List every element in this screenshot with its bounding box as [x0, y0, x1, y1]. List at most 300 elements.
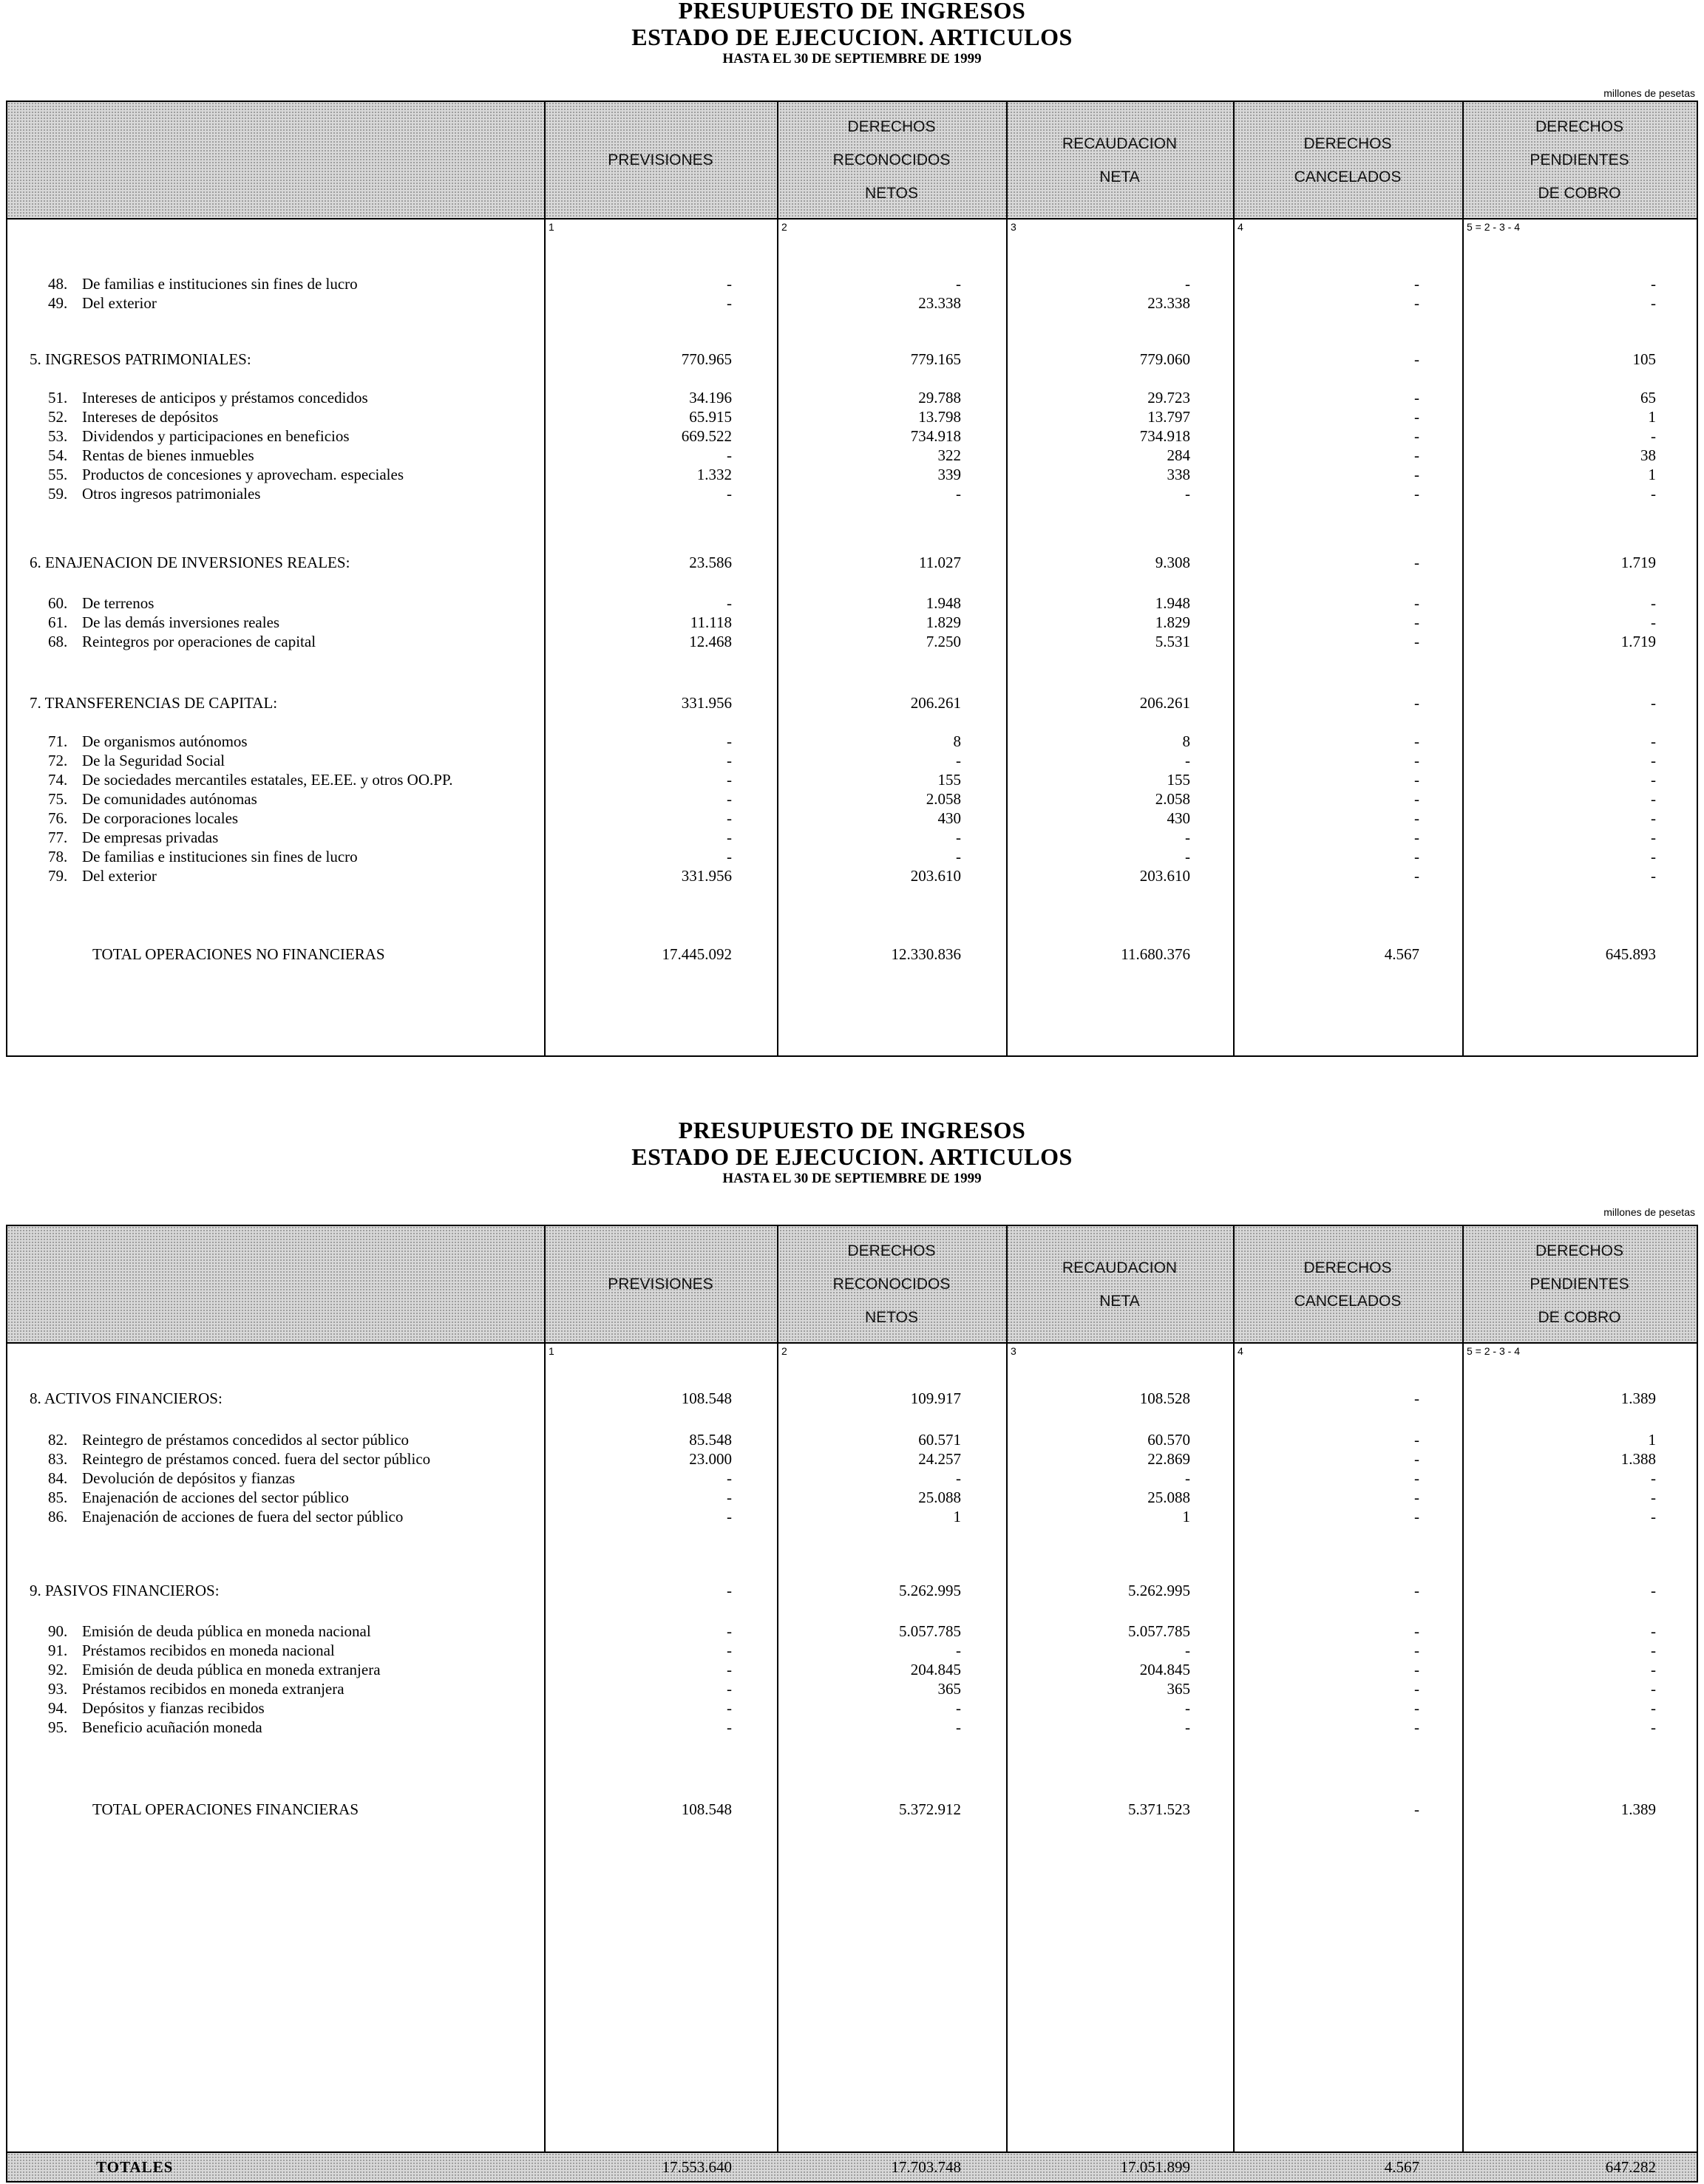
row-code: 93.: [48, 1680, 68, 1698]
cell-previsiones: -: [727, 829, 732, 846]
cell-derechos-reconocidos: 155: [937, 771, 961, 789]
cell-previsiones: 669.522: [681, 427, 732, 445]
cell-derechos-cancelados: -: [1414, 848, 1419, 865]
row-label: [48, 789, 257, 809]
table-row: [7, 1698, 1697, 1718]
cell-derechos-cancelados: -: [1414, 1431, 1419, 1449]
cell-derechos-reconocidos: 1.948: [926, 594, 961, 612]
cell-recaudacion-neta: 155: [1167, 771, 1190, 789]
cell-derechos-cancelados: -: [1414, 466, 1419, 483]
column-header-derechos-cancelados: [1233, 102, 1462, 218]
row-label: [48, 770, 453, 789]
column-number-recaudacion-neta: 3: [1011, 1345, 1016, 1357]
row-label: TOTAL OPERACIONES FINANCIERAS: [92, 1800, 359, 1818]
cell-recaudacion-neta: 5.057.785: [1128, 1622, 1190, 1640]
row-text: Enajenación de acciones del sector público: [82, 1489, 349, 1506]
grand-total-pendientes: 647.282: [1605, 2158, 1656, 2176]
cell-previsiones: -: [727, 594, 732, 612]
cell-derechos-pendientes: -: [1651, 694, 1656, 712]
cell-derechos-reconocidos: -: [956, 1642, 961, 1659]
row-label: [48, 446, 254, 465]
cell-previsiones: 770.965: [681, 350, 732, 368]
cell-derechos-reconocidos: -: [956, 848, 961, 865]
column-header-line: NETA: [1099, 1292, 1140, 1310]
row-label: [48, 1430, 409, 1449]
row-label: [48, 1507, 403, 1526]
cell-recaudacion-neta: -: [1185, 1699, 1190, 1717]
cell-derechos-reconocidos: 779.165: [910, 350, 961, 368]
row-code: 79.: [48, 867, 68, 885]
cell-derechos-cancelados: 4.567: [1384, 945, 1419, 963]
cell-previsiones: -: [727, 809, 732, 827]
cell-recaudacion-neta: 108.528: [1139, 1389, 1190, 1407]
report-subtitle: ESTADO DE EJECUCION. ARTICULOS: [631, 1143, 1073, 1170]
cell-derechos-cancelados: -: [1414, 554, 1419, 571]
row-label: [48, 1622, 371, 1641]
section-row: [7, 693, 1697, 712]
cell-derechos-reconocidos: 1.829: [926, 613, 961, 631]
cell-derechos-pendientes: -: [1651, 848, 1656, 865]
row-text: Beneficio acuñación moneda: [82, 1718, 262, 1736]
table-row: [7, 1449, 1697, 1469]
column-header-line: RECONOCIDOS: [832, 1276, 951, 1293]
row-label: [48, 828, 218, 847]
row-label: TOTAL OPERACIONES NO FINANCIERAS: [92, 945, 385, 963]
cell-recaudacion-neta: 5.371.523: [1128, 1800, 1190, 1818]
table-row: [7, 770, 1697, 789]
column-header-line: DERECHOS: [1303, 1259, 1392, 1276]
cell-previsiones: -: [727, 1680, 732, 1698]
cell-derechos-pendientes: 1: [1648, 466, 1656, 483]
column-header-derechos-pendientes: [1462, 1226, 1697, 1342]
cell-recaudacion-neta: 203.610: [1139, 867, 1190, 885]
row-text: Préstamos recibidos en moneda nacional: [82, 1642, 335, 1659]
section-row: [7, 350, 1697, 369]
cell-previsiones: 23.000: [689, 1450, 732, 1468]
cell-recaudacion-neta: 5.531: [1155, 633, 1190, 650]
cell-previsiones: -: [727, 752, 732, 769]
row-text: Otros ingresos patrimoniales: [82, 485, 261, 503]
row-code: 83.: [48, 1450, 68, 1468]
row-label: [48, 274, 358, 293]
cell-derechos-pendientes: -: [1651, 1508, 1656, 1525]
cell-recaudacion-neta: 23.338: [1147, 294, 1190, 312]
cell-derechos-reconocidos: -: [956, 752, 961, 769]
cell-derechos-pendientes: -: [1651, 1469, 1656, 1487]
column-header-line: DERECHOS: [1303, 135, 1392, 152]
row-code: 54.: [48, 446, 68, 464]
table-row: [7, 465, 1697, 484]
row-text: De sociedades mercantiles estatales, EE.EE. y otros OO.PP.: [82, 771, 453, 789]
cell-previsiones: 65.915: [689, 408, 732, 426]
column-header-line: NETOS: [865, 1309, 918, 1326]
cell-previsiones: -: [727, 1508, 732, 1525]
cell-recaudacion-neta: -: [1185, 1642, 1190, 1659]
cell-derechos-reconocidos: 109.917: [910, 1389, 961, 1407]
cell-previsiones: 34.196: [689, 389, 732, 406]
table-row: [7, 828, 1697, 847]
row-label: [48, 809, 238, 828]
row-code: 84.: [48, 1469, 68, 1487]
cell-recaudacion-neta: 11.680.376: [1121, 945, 1190, 963]
cell-recaudacion-neta: -: [1185, 1718, 1190, 1736]
cell-previsiones: -: [727, 771, 732, 789]
cell-derechos-cancelados: -: [1414, 829, 1419, 846]
row-label: [48, 293, 157, 313]
cell-previsiones: 331.956: [681, 694, 732, 712]
cell-previsiones: 12.468: [689, 633, 732, 650]
cell-derechos-reconocidos: 365: [937, 1680, 961, 1698]
cell-derechos-cancelados: -: [1414, 771, 1419, 789]
row-text: Rentas de bienes inmuebles: [82, 446, 254, 464]
column-header-derechos-reconocidos: [777, 1226, 1006, 1342]
report-title: PRESUPUESTO DE INGRESOS: [678, 1117, 1026, 1143]
cell-derechos-reconocidos: -: [956, 275, 961, 293]
cell-derechos-reconocidos: 8: [953, 732, 961, 750]
cell-derechos-pendientes: -: [1651, 1622, 1656, 1640]
cell-derechos-reconocidos: 24.257: [918, 1450, 961, 1468]
row-label: 9. PASIVOS FINANCIEROS:: [30, 1582, 220, 1599]
row-text: Productos de concesiones y aprovecham. especiales: [82, 466, 404, 483]
cell-derechos-pendientes: -: [1651, 867, 1656, 885]
cell-recaudacion-neta: -: [1185, 848, 1190, 865]
cell-recaudacion-neta: 25.088: [1147, 1489, 1190, 1506]
cell-derechos-cancelados: -: [1414, 594, 1419, 612]
cell-previsiones: -: [727, 485, 732, 503]
column-header-recaudacion-neta: [1006, 102, 1233, 218]
cell-recaudacion-neta: -: [1185, 829, 1190, 846]
cell-derechos-pendientes: -: [1651, 275, 1656, 293]
column-header-derechos-reconocidos: [777, 102, 1006, 218]
cell-derechos-cancelados: -: [1414, 389, 1419, 406]
cell-recaudacion-neta: 1: [1182, 1508, 1190, 1525]
report-date: HASTA EL 30 DE SEPTIEMBRE DE 1999: [722, 1171, 982, 1186]
row-label: [48, 632, 316, 651]
row-code: 61.: [48, 613, 68, 631]
row-label: [48, 388, 368, 407]
cell-derechos-cancelados: -: [1414, 1622, 1419, 1640]
cell-previsiones: -: [727, 1622, 732, 1640]
column-header-previsiones: [544, 102, 777, 218]
row-code: 78.: [48, 848, 68, 865]
column-header-line: RECAUDACION: [1062, 135, 1178, 152]
column-header-line: DERECHOS: [847, 1242, 936, 1259]
report-title: PRESUPUESTO DE INGRESOS: [678, 0, 1026, 24]
cell-recaudacion-neta: 365: [1167, 1680, 1190, 1698]
row-code: 74.: [48, 771, 68, 789]
row-label: 8. ACTIVOS FINANCIEROS:: [30, 1389, 223, 1407]
table-row: [7, 446, 1697, 465]
table-row: [7, 1660, 1697, 1679]
row-label: 7. TRANSFERENCIAS DE CAPITAL:: [30, 694, 278, 712]
column-header-line: NETA: [1099, 168, 1140, 186]
row-label: [48, 484, 260, 503]
row-text: De la Seguridad Social: [82, 752, 225, 769]
cell-recaudacion-neta: 338: [1167, 466, 1190, 483]
cell-previsiones: 85.548: [689, 1431, 732, 1449]
cell-recaudacion-neta: 734.918: [1139, 427, 1190, 445]
cell-derechos-pendientes: -: [1651, 1680, 1656, 1698]
units-note: millones de pesetas: [1603, 1206, 1695, 1218]
table-row: [7, 1622, 1697, 1641]
cell-derechos-reconocidos: 23.338: [918, 294, 961, 312]
column-header-line: CANCELADOS: [1294, 1292, 1402, 1310]
cell-derechos-pendientes: -: [1651, 829, 1656, 846]
row-text: De las demás inversiones reales: [82, 613, 280, 631]
table-row: [7, 1469, 1697, 1488]
cell-previsiones: -: [727, 446, 732, 464]
cell-derechos-pendientes: -: [1651, 613, 1656, 631]
row-text: De organismos autónomos: [82, 732, 248, 750]
column-header-line: CANCELADOS: [1294, 168, 1402, 186]
cell-derechos-pendientes: 1.719: [1620, 633, 1656, 650]
cell-derechos-cancelados: -: [1414, 752, 1419, 769]
cell-recaudacion-neta: -: [1185, 485, 1190, 503]
cell-derechos-pendientes: -: [1651, 809, 1656, 827]
cell-previsiones: 23.586: [689, 554, 732, 571]
cell-derechos-pendientes: -: [1651, 1661, 1656, 1678]
cell-derechos-cancelados: -: [1414, 1450, 1419, 1468]
row-label: [48, 866, 157, 885]
table-row: [7, 426, 1697, 446]
cell-derechos-pendientes: -: [1651, 294, 1656, 312]
section-row: [7, 1581, 1697, 1600]
row-code: 91.: [48, 1642, 68, 1659]
cell-derechos-pendientes: 1: [1648, 408, 1656, 426]
cell-derechos-pendientes: 1.719: [1620, 554, 1656, 571]
row-code: 48.: [48, 275, 68, 293]
cell-derechos-cancelados: -: [1414, 732, 1419, 750]
cell-recaudacion-neta: 1.948: [1155, 594, 1190, 612]
cell-previsiones: -: [727, 790, 732, 808]
cell-recaudacion-neta: 204.845: [1139, 1661, 1190, 1678]
cell-derechos-cancelados: -: [1414, 809, 1419, 827]
cell-derechos-pendientes: -: [1651, 790, 1656, 808]
column-number-derechos-cancelados: 4: [1238, 1345, 1243, 1357]
cell-derechos-cancelados: -: [1414, 350, 1419, 368]
row-label: [48, 593, 154, 613]
cell-derechos-pendientes: -: [1651, 1489, 1656, 1506]
row-code: 55.: [48, 466, 68, 483]
column-header-line: PENDIENTES: [1530, 1276, 1629, 1293]
table-row: [7, 632, 1697, 651]
table-row: [7, 847, 1697, 866]
row-code: 72.: [48, 752, 68, 769]
cell-derechos-cancelados: -: [1414, 867, 1419, 885]
table-row: [7, 866, 1697, 885]
column-header-line: DERECHOS: [847, 118, 936, 135]
row-text: De empresas privadas: [82, 829, 219, 846]
cell-previsiones: -: [727, 732, 732, 750]
cell-previsiones: -: [727, 275, 732, 293]
table-row: [7, 809, 1697, 828]
row-label: [48, 1449, 430, 1469]
cell-derechos-pendientes: 65: [1640, 389, 1656, 406]
cell-derechos-reconocidos: 5.262.995: [899, 1582, 961, 1599]
cell-derechos-pendientes: -: [1651, 1642, 1656, 1659]
column-header-line: DE COBRO: [1538, 185, 1621, 202]
page-1-header: [0, 0, 1704, 68]
row-label: [48, 1469, 295, 1488]
row-code: 95.: [48, 1718, 68, 1736]
row-label: [48, 1698, 265, 1718]
column-header-derechos-cancelados: [1233, 1226, 1462, 1342]
cell-derechos-pendientes: -: [1651, 771, 1656, 789]
grand-total-derechos-reconocidos: 17.703.748: [891, 2158, 961, 2176]
row-label: [48, 1679, 344, 1698]
cell-derechos-reconocidos: 734.918: [910, 427, 961, 445]
cell-derechos-pendientes: 1.389: [1620, 1800, 1656, 1818]
row-label: [48, 465, 404, 484]
section-row: [7, 553, 1697, 572]
column-header-recaudacion-neta: [1006, 1226, 1233, 1342]
table-row: [7, 293, 1697, 313]
row-code: 60.: [48, 594, 68, 612]
grand-totals-row: [7, 2151, 1697, 2181]
cell-previsiones: 331.956: [681, 867, 732, 885]
column-header-line: DERECHOS: [1535, 118, 1624, 135]
cell-derechos-cancelados: -: [1414, 613, 1419, 631]
row-label: [48, 426, 350, 446]
row-label: [48, 1641, 335, 1660]
column-header-derechos-pendientes: [1462, 102, 1697, 218]
cell-recaudacion-neta: 430: [1167, 809, 1190, 827]
cell-derechos-reconocidos: 204.845: [910, 1661, 961, 1678]
cell-derechos-pendientes: 1: [1648, 1431, 1656, 1449]
cell-derechos-cancelados: -: [1414, 1800, 1419, 1818]
row-text: Intereses de depósitos: [82, 408, 219, 426]
cell-derechos-reconocidos: 5.057.785: [899, 1622, 961, 1640]
cell-recaudacion-neta: -: [1185, 275, 1190, 293]
subtotal-row: [7, 1800, 1697, 1819]
table-row: [7, 1641, 1697, 1660]
row-text: De familias e instituciones sin fines de lucro: [82, 275, 358, 293]
cell-derechos-pendientes: 105: [1632, 350, 1656, 368]
row-text: Emisión de deuda pública en moneda extranjera: [82, 1661, 381, 1678]
cell-derechos-cancelados: -: [1414, 790, 1419, 808]
cell-previsiones: -: [727, 1642, 732, 1659]
row-label: 6. ENAJENACION DE INVERSIONES REALES:: [30, 554, 350, 571]
table-row: [7, 407, 1697, 426]
cell-previsiones: -: [727, 1718, 732, 1736]
subtotal-row: [7, 945, 1697, 964]
row-label: 5. INGRESOS PATRIMONIALES:: [30, 350, 251, 368]
row-text: De comunidades autónomas: [82, 790, 257, 808]
table-row: [7, 1488, 1697, 1507]
cell-derechos-reconocidos: 2.058: [926, 790, 961, 808]
grand-total-cancelados: 4.567: [1384, 2158, 1419, 2176]
cell-recaudacion-neta: 779.060: [1139, 350, 1190, 368]
cell-derechos-pendientes: 1.389: [1620, 1389, 1656, 1407]
cell-previsiones: 108.548: [681, 1389, 732, 1407]
table-row: [7, 593, 1697, 613]
row-label: [48, 613, 279, 632]
row-text: De terrenos: [82, 594, 155, 612]
column-header-line: PREVISIONES: [608, 152, 713, 169]
cell-recaudacion-neta: 284: [1167, 446, 1190, 464]
row-text: Depósitos y fianzas recibidos: [82, 1699, 265, 1717]
row-code: 77.: [48, 829, 68, 846]
column-header-line: DERECHOS: [1535, 1242, 1624, 1259]
cell-derechos-cancelados: -: [1414, 1718, 1419, 1736]
cell-derechos-pendientes: 645.893: [1605, 945, 1656, 963]
row-label: [48, 407, 218, 426]
row-text: Del exterior: [82, 294, 157, 312]
report-date: HASTA EL 30 DE SEPTIEMBRE DE 1999: [722, 51, 982, 67]
cell-derechos-reconocidos: 206.261: [910, 694, 961, 712]
row-code: 49.: [48, 294, 68, 312]
row-code: 51.: [48, 389, 68, 406]
cell-derechos-reconocidos: 25.088: [918, 1489, 961, 1506]
execution-table-2: [6, 1225, 1698, 2183]
table-row: [7, 732, 1697, 751]
table-row: [7, 388, 1697, 407]
cell-derechos-pendientes: 1.388: [1620, 1450, 1656, 1468]
cell-derechos-reconocidos: 60.571: [918, 1431, 961, 1449]
row-code: 75.: [48, 790, 68, 808]
cell-derechos-reconocidos: 430: [937, 809, 961, 827]
table-row: [7, 1507, 1697, 1526]
cell-recaudacion-neta: 13.797: [1147, 408, 1190, 426]
column-number-previsiones: 1: [549, 1345, 554, 1357]
cell-derechos-reconocidos: 1: [953, 1508, 961, 1525]
cell-previsiones: -: [727, 1661, 732, 1678]
row-code: 86.: [48, 1508, 68, 1525]
cell-recaudacion-neta: 2.058: [1155, 790, 1190, 808]
cell-recaudacion-neta: 29.723: [1147, 389, 1190, 406]
row-label: [48, 1488, 349, 1507]
cell-derechos-cancelados: -: [1414, 1582, 1419, 1599]
cell-derechos-reconocidos: -: [956, 829, 961, 846]
cell-recaudacion-neta: 22.869: [1147, 1450, 1190, 1468]
row-text: Préstamos recibidos en moneda extranjera: [82, 1680, 344, 1698]
row-code: 85.: [48, 1489, 68, 1506]
row-label: [48, 847, 358, 866]
column-header-line: RECAUDACION: [1062, 1259, 1178, 1276]
cell-derechos-pendientes: -: [1651, 1699, 1656, 1717]
row-code: 82.: [48, 1431, 68, 1449]
column-number-derechos-pendientes: 5 = 2 - 3 - 4: [1467, 221, 1520, 233]
row-text: Dividendos y participaciones en beneficios: [82, 427, 350, 445]
cell-derechos-pendientes: -: [1651, 1718, 1656, 1736]
table-row: [7, 484, 1697, 503]
section-row: [7, 1389, 1697, 1408]
cell-previsiones: -: [727, 1489, 732, 1506]
row-label: [48, 732, 248, 751]
cell-derechos-cancelados: -: [1414, 1469, 1419, 1487]
cell-derechos-cancelados: -: [1414, 1642, 1419, 1659]
column-number-recaudacion-neta: 3: [1011, 221, 1016, 233]
cell-derechos-reconocidos: -: [956, 1699, 961, 1717]
column-number-derechos-reconocidos: 2: [781, 1345, 787, 1357]
row-text: De corporaciones locales: [82, 809, 239, 827]
table-row: [7, 789, 1697, 809]
cell-derechos-reconocidos: -: [956, 1718, 961, 1736]
column-number-previsiones: 1: [549, 221, 554, 233]
column-header-line: PENDIENTES: [1530, 152, 1629, 169]
cell-derechos-cancelados: -: [1414, 694, 1419, 712]
cell-derechos-reconocidos: 322: [937, 446, 961, 464]
row-code: 68.: [48, 633, 68, 650]
cell-recaudacion-neta: 1.829: [1155, 613, 1190, 631]
cell-previsiones: 11.118: [690, 613, 732, 631]
cell-previsiones: 1.332: [696, 466, 732, 483]
row-code: 76.: [48, 809, 68, 827]
column-number-derechos-pendientes: 5 = 2 - 3 - 4: [1467, 1345, 1520, 1357]
cell-recaudacion-neta: -: [1185, 1469, 1190, 1487]
cell-derechos-reconocidos: 11.027: [919, 554, 961, 571]
cell-derechos-cancelados: -: [1414, 1489, 1419, 1506]
